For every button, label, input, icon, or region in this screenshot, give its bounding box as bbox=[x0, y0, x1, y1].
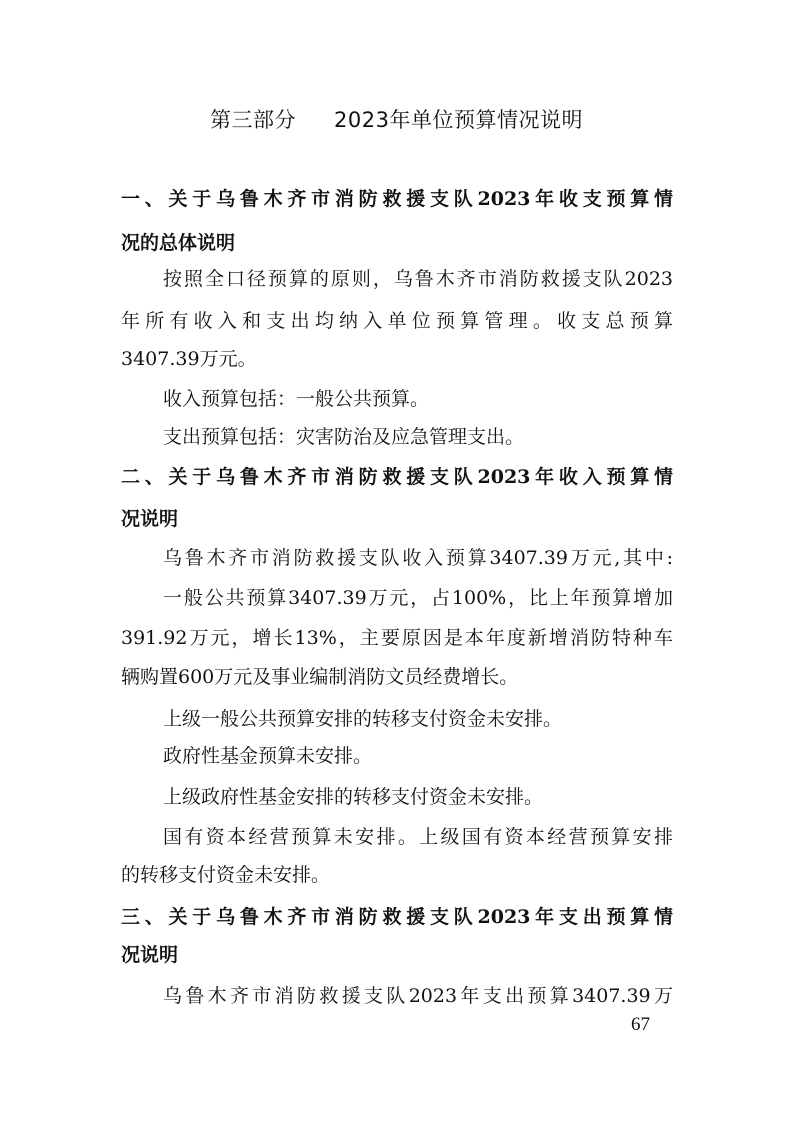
paragraph-line: 支出预算包括：灾害防治及应急管理支出。 bbox=[163, 426, 525, 448]
heading-3-line-1: 三、关于乌鲁木齐市消防救援支队2023年支出预算情 bbox=[121, 906, 673, 928]
heading-1-line-1: 一、关于乌鲁木齐市消防救援支队2023年收支预算情 bbox=[121, 188, 673, 210]
paragraph-line: 政府性基金预算未安排。 bbox=[163, 745, 373, 767]
paragraph-line: 乌鲁木齐市消防救援支队2023年支出预算3407.39万 bbox=[163, 985, 673, 1007]
paragraph-line: 收入预算包括：一般公共预算。 bbox=[163, 388, 430, 410]
paragraph-line: 上级一般公共预算安排的转移支付资金未安排。 bbox=[163, 708, 563, 730]
heading-3-line-2: 况说明 bbox=[121, 944, 179, 966]
paragraph-line: 辆购置600万元及事业编制消防文员经费增长。 bbox=[121, 666, 519, 688]
page-number: 67 bbox=[631, 1014, 650, 1035]
heading-2-line-2: 况说明 bbox=[121, 508, 179, 530]
title-name: 2023年单位预算情况说明 bbox=[334, 108, 583, 132]
paragraph-line: 上级政府性基金安排的转移支付资金未安排。 bbox=[163, 786, 544, 808]
page-title bbox=[0, 104, 793, 134]
paragraph-line: 一般公共预算3407.39万元，占100%，比上年预算增加 bbox=[163, 587, 673, 609]
paragraph-line: 的转移支付资金未安排。 bbox=[121, 864, 331, 886]
paragraph-line: 乌鲁木齐市消防救援支队收入预算3407.39万元,其中: bbox=[163, 547, 673, 569]
heading-1-line-2: 况的总体说明 bbox=[121, 232, 236, 254]
paragraph-line: 3407.39万元。 bbox=[121, 348, 257, 370]
paragraph-line: 年所有收入和支出均纳入单位预算管理。收支总预算 bbox=[121, 310, 673, 332]
paragraph-line: 391.92万元，增长13%，主要原因是本年度新增消防特种车 bbox=[121, 627, 673, 649]
paragraph-line: 按照全口径预算的原则，乌鲁木齐市消防救援支队2023 bbox=[163, 268, 673, 290]
title-part: 第三部分 bbox=[210, 108, 297, 132]
paragraph-line: 国有资本经营预算未安排。上级国有资本经营预算安排 bbox=[163, 826, 673, 848]
heading-2-line-1: 二、关于乌鲁木齐市消防救援支队2023年收入预算情 bbox=[121, 466, 673, 488]
